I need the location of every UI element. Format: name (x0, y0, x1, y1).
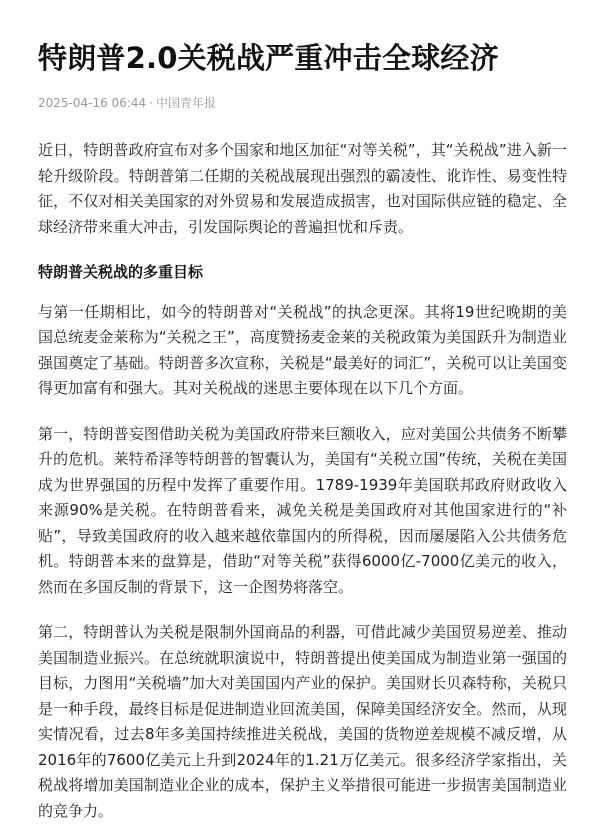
source-name: 中国青年报 (155, 96, 216, 110)
article-body (38, 138, 567, 824)
meta-separator: · (149, 96, 153, 110)
body-paragraph: 第二，特朗普认为关税是限制外国商品的利器，可借此减少美国贸易逆差、推动美国制造业振兴。在总统就职演说中，特朗普提出使美国成为制造业第一强国的目标，力图用“关税墙”加大对美国国内产业的保护。美国财长贝森特称，关税只是一种手段，最终目标是促进制造业回流美国，保障美国经济安全。然而，从现实情况看，过去8年多美国持续推进关税战，美国的货物逆差规模不减反增，从2016年的7600亿美元上升到2024年的1.21万亿美元。很多经济学家指出，关税战将增加美国制造业企业的成本，保护主义举措很可能进一步损害美国制造业的竞争力。 (38, 623, 567, 820)
article-meta (38, 94, 567, 112)
body-paragraph: 第一，特朗普妄图借助关税为美国政府带来巨额收入，应对美国公共债务不断攀升的危机。莱特希泽等特朗普的智囊认为，美国有“关税立国”传统，关税在美国成为世界强国的历程中发挥了重要作用。1789-1939年美国联邦政府财政收入来源90%是关税。在特朗普看来，减免关税是美国政府对其他国家进行的“补贴”，导致美国政府的收入越来越依靠国内的所得税，因而屡屡陷入公共债务危机。特朗普本来的盘算是，借助“对等关税”获得6000亿-7000亿美元的收入，然而在多国反制的背景下，这一企图势将落空。 (38, 424, 567, 596)
publish-datetime: 2025-04-16 06:44 (38, 96, 147, 110)
section-heading: 特朗普关税战的多重目标 (38, 263, 204, 281)
body-paragraph: 与第一任期相比，如今的特朗普对“关税战”的执念更深。其将19世纪晚期的美国总统麦金莱称为“关税之王”，高度赞扬麦金莱的关税政策为美国跃升为制造业强国奠定了基础。特朗普多次宣称，关税是“最美好的词汇”，关税可以让美国变得更加富有和强大。其对关税战的迷思主要体现在以下几个方面。 (38, 302, 567, 397)
article-title: 特朗普2.0关税战严重冲击全球经济 (38, 41, 499, 75)
intro-paragraph: 近日，特朗普政府宣布对多个国家和地区加征“对等关税”，其“关税战”进入新一轮升级阶段。特朗普第二任期的关税战展现出强烈的霸凌性、讹诈性、易变性特征，不仅对相关美国家的对外贸易和发展造成损害，也对国际供应链的稳定、全球经济带来重大冲击，引发国际舆论的普遍担忧和斥责。 (38, 141, 567, 236)
